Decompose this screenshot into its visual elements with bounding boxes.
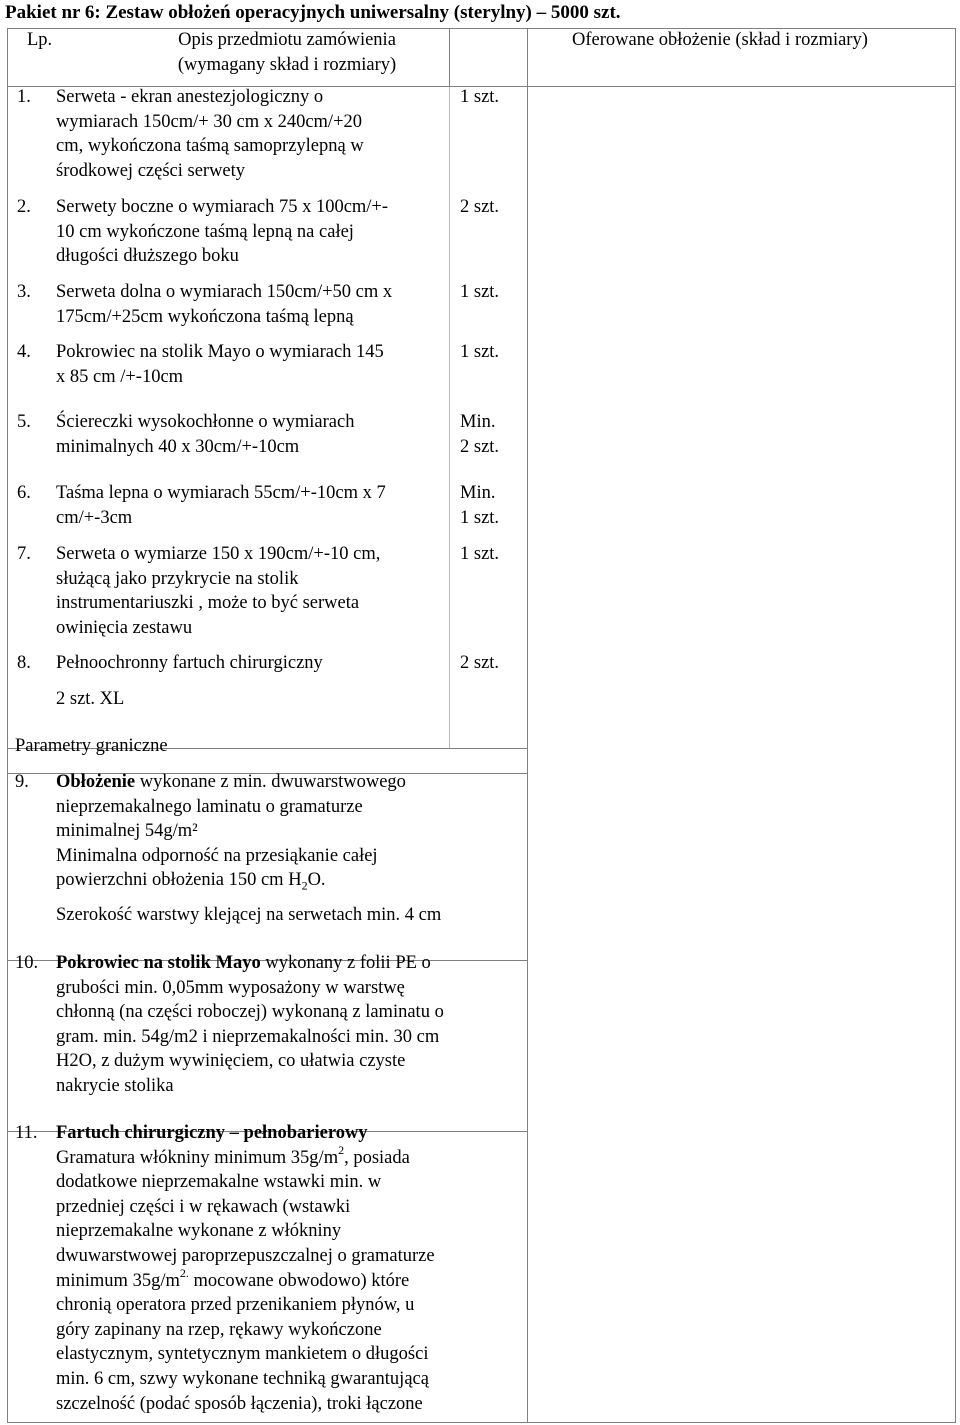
item-quantity: [460, 340, 499, 365]
item-description: [56, 542, 441, 640]
description-line: długości dłuższego boku: [56, 246, 239, 267]
description-line: środkowej części serwety: [56, 160, 246, 181]
description-line: chłonną (na części roboczej) wykonaną z laminatu o: [56, 1002, 444, 1023]
quantity-line: 2 szt.: [460, 197, 500, 217]
table-border-bottom: [7, 1422, 956, 1423]
description-text: minimum 35g/m: [56, 1270, 180, 1291]
quantity-line: 1 szt.: [460, 507, 500, 528]
item-description: [56, 651, 441, 711]
description-line: [56, 1265, 526, 1294]
description-line: szczelność (podać sposób łączenia), troki łączone: [56, 1393, 423, 1414]
description-line: 175cm/+25cm wykończona taśmą lepną: [56, 306, 354, 327]
description-text: O.: [307, 870, 326, 891]
item-number: 3.: [17, 282, 31, 302]
header-lp: Lp.: [27, 30, 53, 50]
description-line: góry zapinany na rzep, rękawy wykończone: [56, 1319, 382, 1340]
item-quantity: [460, 410, 499, 459]
column-divider: [449, 28, 450, 86]
description-line: wymiarach 150cm/+ 30 cm x 240cm/+20: [56, 111, 363, 132]
column-divider: [449, 86, 450, 748]
description-text: powierzchni obłożenia 150 cm H: [56, 870, 302, 891]
item-quantity: [460, 195, 499, 220]
item-number: 4.: [17, 342, 31, 362]
description-line: Serwety boczne o wymiarach 75 x 100cm/+-: [56, 197, 389, 217]
item-description: [56, 85, 441, 183]
description-line: minimalnych 40 x 30cm/+-10cm: [56, 436, 300, 457]
table-border-right: [955, 28, 956, 1423]
description-line: chronią operatora przed przenikaniem płynów, u: [56, 1295, 415, 1316]
item-number: 6.: [17, 483, 31, 503]
description-line: gram. min. 54g/m2 i nieprzemakalności min. 30 cm: [56, 1026, 440, 1047]
description-line: 10 cm wykończone taśmą lepną na całej: [56, 221, 354, 242]
item-bold-heading: Fartuch chirurgiczny – pełnobarierowy: [56, 1123, 368, 1143]
item-description: [56, 951, 526, 1099]
item-quantity: [460, 481, 499, 530]
column-divider: [527, 28, 528, 1423]
item-number: 10.: [15, 953, 39, 973]
description-text: wykonane z min. dwuwarstwowego: [135, 772, 406, 792]
item-quantity: [460, 542, 499, 567]
description-line: nakrycie stolika: [56, 1075, 174, 1096]
description-line: cm/+-3cm: [56, 507, 133, 528]
description-text: mocowane obwodowo) które: [188, 1270, 410, 1291]
item-number: 11.: [15, 1123, 38, 1143]
quantity-line: 1 szt.: [460, 87, 500, 107]
description-line: Serweta dolna o wymiarach 150cm/+50 cm x: [56, 282, 393, 302]
description-line: Ściereczki wysokochłonne o wymiarach: [56, 412, 355, 432]
quantity-line: 2 szt.: [460, 436, 500, 457]
item-description: [56, 481, 441, 530]
description-line: dodatkowe nieprzemakalne wstawki min. w: [56, 1172, 382, 1193]
description-line: służącą jako przykrycie na stolik: [56, 568, 299, 589]
quantity-line: Min.: [460, 412, 496, 432]
description-line: [56, 770, 526, 795]
description-line: Serweta o wymiarze 150 x 190cm/+-10 cm,: [56, 544, 381, 564]
description-line: [56, 1121, 526, 1146]
description-line: Taśma lepna o wymiarach 55cm/+-10cm x 7: [56, 483, 386, 503]
quantity-line: 1 szt.: [460, 342, 500, 362]
superscript: 2: [338, 1142, 345, 1157]
page-title: Pakiet nr 6: Zestaw obłożeń operacyjnych uniwersalny (sterylny) – 5000 szt.: [5, 2, 621, 23]
item-quantity: [460, 280, 499, 305]
description-line: Pokrowiec na stolik Mayo o wymiarach 145: [56, 342, 384, 362]
item-number: 8.: [17, 653, 31, 673]
description-line: nieprzemakalnego laminatu o gramaturze: [56, 796, 363, 817]
description-line: H2O, z dużym wywinięciem, co ułatwia czyste: [56, 1051, 406, 1072]
header-opis-line2: (wymagany skład i rozmiary): [177, 54, 397, 75]
description-line: [56, 1142, 526, 1171]
description-line: Pełnoochronny fartuch chirurgiczny: [56, 653, 323, 673]
description-line: dwuwarstwowej paroprzepuszczalnej o gramaturze: [56, 1245, 435, 1266]
item-bold-heading: Obłożenie: [56, 772, 136, 792]
header-opis-line1: Opis przedmiotu zamówienia: [178, 30, 396, 50]
description-line: 2 szt. XL: [56, 688, 125, 709]
item-number: 9.: [15, 772, 29, 792]
quantity-line: 1 szt.: [460, 282, 500, 302]
item-description: [56, 280, 441, 329]
description-line: [56, 951, 526, 976]
description-line: Serweta - ekran anestezjologiczny o: [56, 87, 324, 107]
quantity-line: 2 szt.: [460, 653, 500, 673]
description-line: grubości min. 0,05mm wyposażony w warstwę: [56, 977, 405, 998]
header-opis: [127, 28, 447, 77]
quantity-line: 1 szt.: [460, 544, 500, 564]
section-label: Parametry graniczne: [15, 736, 168, 756]
superscript: 2.: [179, 1265, 189, 1280]
table-border-left: [7, 28, 8, 1423]
item-description: [56, 195, 441, 269]
item-description: [56, 340, 441, 389]
description-line: owinięcia zestawu: [56, 617, 193, 638]
description-line: elastycznym, syntetycznym mankietem o długości: [56, 1344, 429, 1365]
item-number: 2.: [17, 197, 31, 217]
description-line: Minimalna odporność na przesiąkanie całej: [56, 845, 378, 866]
description-text: , posiada: [344, 1147, 410, 1168]
item-number: 1.: [17, 87, 31, 107]
item-bold-heading: Pokrowiec na stolik Mayo: [56, 953, 261, 973]
header-oferowane: Oferowane obłożenie (skład i rozmiary): [572, 30, 868, 50]
description-line: nieprzemakalne wykonane z włókniny: [56, 1221, 342, 1242]
description-line: min. 6 cm, szwy wykonane techniką gwarantującą: [56, 1368, 429, 1389]
description-line: [56, 868, 526, 893]
item-number: 7.: [17, 544, 31, 564]
description-line: minimalnej 54g/m²: [56, 821, 198, 842]
quantity-line: Min.: [460, 483, 496, 503]
description-line: przedniej części i w rękawach (wstawki: [56, 1196, 351, 1217]
description-line: instrumentariuszki , może to być serweta: [56, 593, 360, 614]
item-description: [56, 770, 526, 928]
description-line: Szerokość warstwy klejącej na serwetach min. 4 cm: [56, 904, 442, 925]
specification-table: [7, 28, 956, 1423]
description-text: Gramatura włókniny minimum 35g/m: [56, 1147, 339, 1168]
description-line: cm, wykończona taśmą samoprzylepną w: [56, 136, 364, 157]
item-number: 5.: [17, 412, 31, 432]
item-quantity: [460, 651, 499, 676]
subscript: 2: [301, 879, 308, 894]
description-text: wykonany z folii PE o: [260, 953, 431, 973]
item-quantity: [460, 85, 499, 110]
item-description: [56, 1121, 526, 1416]
item-description: [56, 410, 441, 459]
description-line: x 85 cm /+-10cm: [56, 366, 184, 387]
